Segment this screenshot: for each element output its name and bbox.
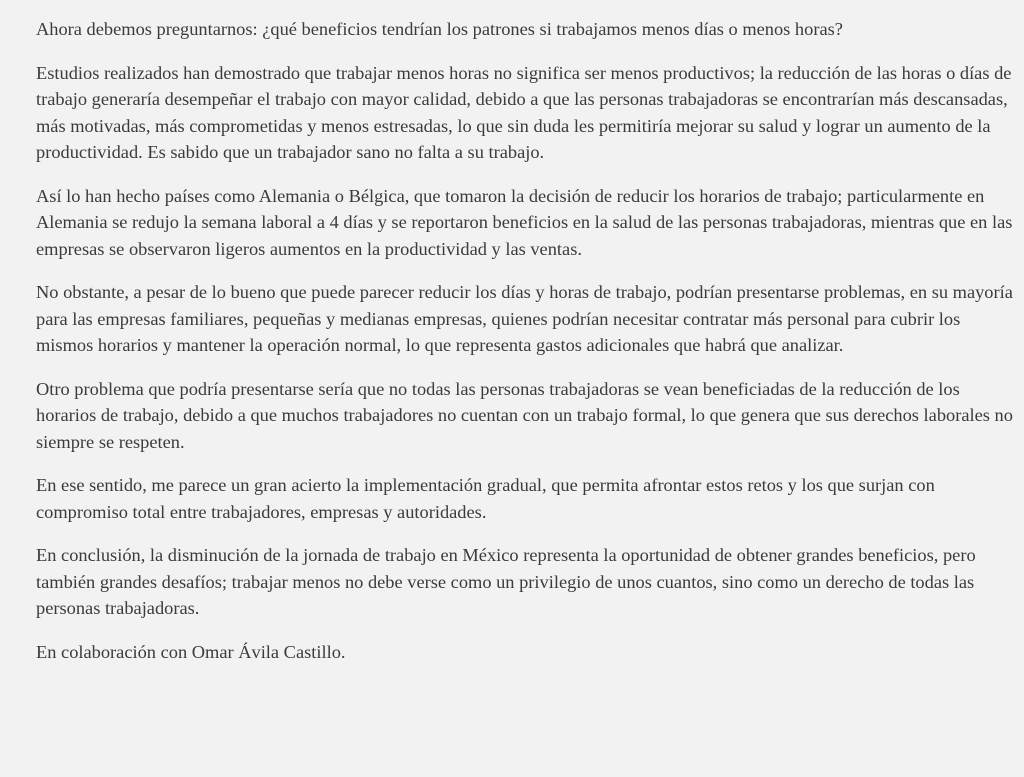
article-paragraph: En conclusión, la disminución de la jornada de trabajo en México representa la oportunidad de obtener grandes beneficios, pero también grandes desafíos; trabajar menos no debe verse como un privilegio de unos cuantos, sino como un derecho de todas las personas trabajadoras.: [36, 545, 976, 618]
article-paragraph: Ahora debemos preguntarnos: ¿qué beneficios tendrían los patrones si trabajamos menos días o menos horas?: [36, 19, 843, 39]
article-credit: En colaboración con Omar Ávila Castillo.: [36, 641, 346, 662]
article-paragraph: En ese sentido, me parece un gran acierto la implementación gradual, que permita afrontar estos retos y los que surjan con compromiso total entre trabajadores, empresas y autoridades.: [36, 475, 935, 522]
article-paragraph: Estudios realizados han demostrado que trabajar menos horas no significa ser menos productivos; la reducción de las horas o días de trabajo generaría desempeñar el trabajo con mayor calidad, debido a que las personas trabajadoras se encontrarían más descansadas, más motivadas, más comprometidas y menos estresadas, lo que sin duda les permitiría mejorar su salud y lograr un aumento de la productividad. Es sabido que un trabajador sano no falta a su trabajo.: [36, 62, 1012, 162]
article-paragraph: Otro problema que podría presentarse sería que no todas las personas trabajadoras se vean beneficiadas de la reducción de los horarios de trabajo, debido a que muchos trabajadores no cuentan con un trabajo formal, lo que genera que sus derechos laborales no siempre se respeten.: [36, 378, 1013, 452]
article-body: [36, 16, 1018, 682]
article-paragraph: Así lo han hecho países como Alemania o Bélgica, que tomaron la decisión de reducir los horarios de trabajo; particularmente en Alemania se redujo la semana laboral a 4 días y se reportaron beneficios en la salud de las personas trabajadoras, mientras que en las empresas se observaron ligeros aumentos en la productividad y las ventas.: [36, 185, 1013, 259]
article-paragraph: No obstante, a pesar de lo bueno que puede parecer reducir los días y horas de trabajo, podrían presentarse problemas, en su mayoría para las empresas familiares, pequeñas y medianas empresas, quienes podrían necesitar contratar más personal para cubrir los mismos horarios y mantener la operación normal, lo que representa gastos adicionales que habrá que analizar.: [36, 282, 1013, 355]
